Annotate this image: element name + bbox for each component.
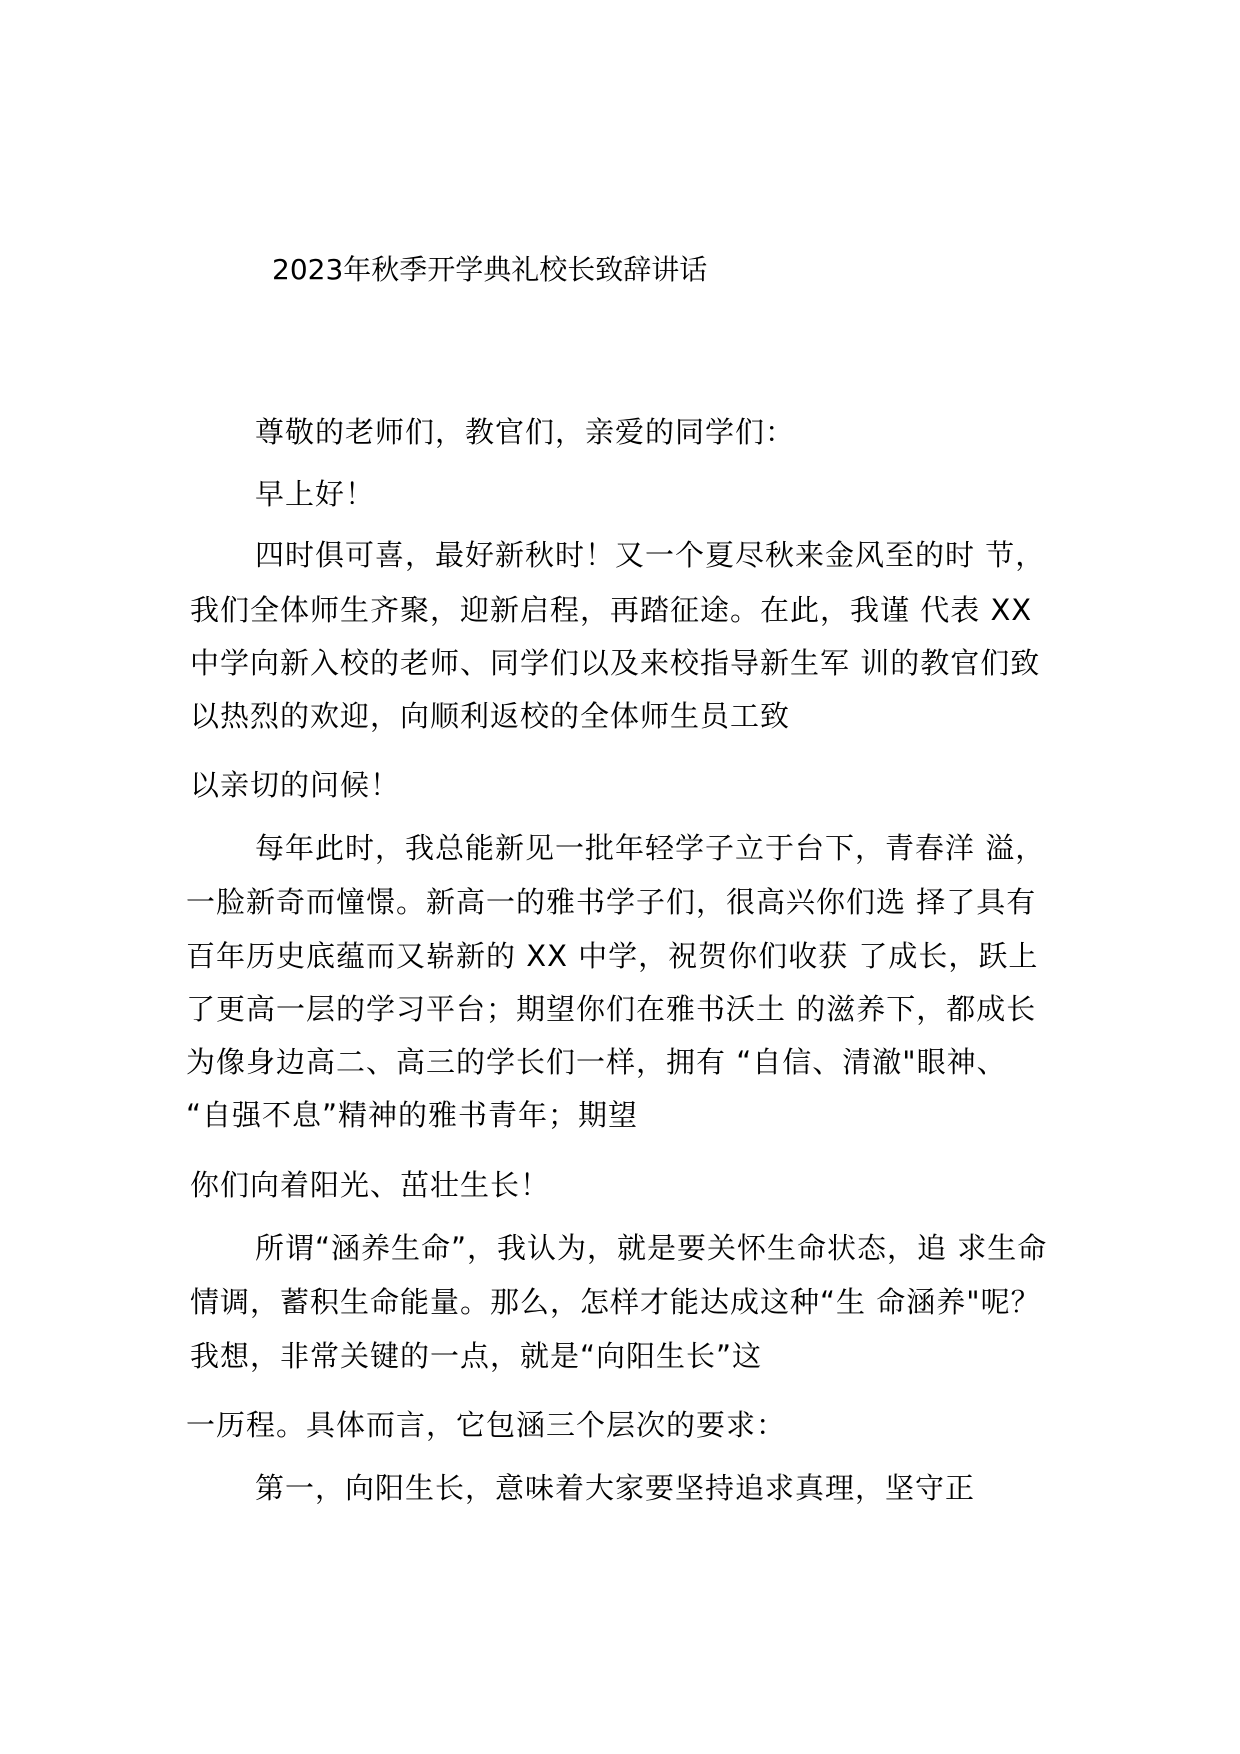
document-title: 2023年秋季开学典礼校长致辞讲话 [272, 253, 708, 286]
text-line: 百年历史底蕴而又崭新的 XX 中学，祝贺你们收获 了成长，跃上 [186, 939, 1039, 973]
text-line: 情调，蓄积生命能量。那么，怎样才能达成这种“生 命涵养"呢？ [190, 1285, 1041, 1319]
text-line: 第一，向阳生长，意味着大家要坚持追求真理，坚守正 [255, 1471, 976, 1505]
text-line: 为像身边高二、高三的学长们一样，拥有 “自信、清澈"眼神、 [186, 1045, 1007, 1079]
text-line: 中学向新入校的老师、同学们以及来校指导新生军 训的教官们致 [190, 646, 1041, 680]
text-line: 了更高一层的学习平台；期望你们在雅书沃土 的滋养下，都成长 [186, 992, 1037, 1026]
text-line: 一历程。具体而言，它包涵三个层次的要求： [186, 1408, 787, 1442]
text-line: “自强不息”精神的雅书青年；期望 [186, 1098, 639, 1132]
text-line: 我们全体师生齐聚，迎新启程，再踏征途。在此，我谨 代表 XX [190, 593, 1033, 627]
text-line: 每年此时，我总能新见一批年轻学子立于台下，青春洋 溢， [255, 831, 1046, 865]
text-line: 以热烈的欢迎，向顺利返校的全体师生员工致 [190, 699, 791, 733]
text-line: 你们向着阳光、茁壮生长！ [190, 1168, 551, 1202]
text-line: 四时俱可喜，最好新秋时！又一个夏尽秋来金风至的时 节， [255, 538, 1046, 572]
text-line: 一脸新奇而憧憬。新高一的雅书学子们，很高兴你们选 择了具有 [186, 885, 1037, 919]
text-line: 我想，非常关键的一点，就是“向阳生长”这 [190, 1339, 763, 1373]
text-line: 早上好！ [255, 477, 376, 511]
text-line: 所谓“涵养生命”，我认为，就是要关怀生命状态，追 求生命 [255, 1231, 1048, 1265]
text-line: 尊敬的老师们，教官们，亲爱的同学们： [255, 415, 796, 449]
text-line: 以亲切的问候！ [190, 768, 401, 802]
